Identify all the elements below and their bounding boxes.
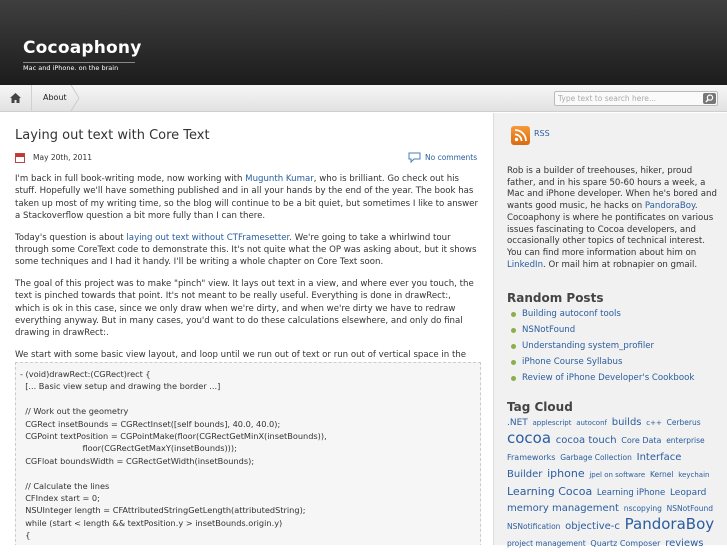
nav-separator-icon — [70, 85, 80, 111]
sidebar — [493, 113, 727, 549]
tag-link[interactable]: Learning iPhone — [596, 487, 666, 498]
code-line: // Work out the geometry — [20, 406, 129, 417]
random-post-item — [507, 354, 719, 370]
calendar-icon — [15, 153, 25, 163]
post-paragraph: The goal of this project was to make "pinch" view. It lays out text in a view, and where ever you touch, the text is pinched towards that point. It's not meant to be really useful. Everything is done in drawRect:, which is ok in this case, since we only draw when we're dirty, and when we're dirty we have to redraw everything anyway. But in many cases, you'd want to do these calculations elsewhere, and only do final drawing in drawRect:. — [15, 278, 474, 339]
random-post-link[interactable]: NSNotFound — [522, 325, 576, 335]
post-paragraph: We start with some basic view layout, and loop until we run out of text or run out of vertical space in the — [15, 349, 467, 360]
tag-link[interactable]: Cerberus — [666, 418, 701, 427]
tag-link[interactable]: NSNotFound — [666, 504, 714, 514]
search-box — [554, 91, 718, 106]
random-posts-list — [507, 306, 719, 386]
comment-icon — [408, 152, 421, 163]
search-icon — [705, 94, 714, 103]
tag-link[interactable]: Garbage Collection — [560, 452, 632, 462]
nav-item-about[interactable]: About — [43, 93, 67, 102]
tag-link[interactable]: autoconf — [576, 419, 607, 427]
tag-link[interactable]: iphone — [547, 467, 585, 481]
tag-link[interactable]: Kernel — [649, 470, 674, 480]
ctframesetter-link[interactable]: laying out text without CTFramesetter — [126, 232, 290, 243]
post-meta — [15, 152, 478, 166]
post-title[interactable]: Laying out text with Core Text — [15, 128, 210, 143]
tag-link[interactable]: cocoa — [507, 429, 552, 448]
code-line: while (start < length && textPosition.y > insetBounds.origin.y) — [20, 517, 283, 528]
search-button[interactable] — [703, 93, 716, 104]
code-line: - (void)drawRect:(CGRect)rect { — [20, 369, 151, 379]
tag-link[interactable]: Core Data — [621, 436, 662, 446]
comments-link[interactable]: No comments — [425, 153, 478, 162]
code-line: floor(CGRectGetMaxY(insetBounds))); — [20, 443, 237, 454]
code-line: { — [20, 530, 31, 541]
random-post-item — [507, 338, 719, 354]
code-line: [... Basic view setup and drawing the border ...] — [20, 381, 221, 392]
tag-link[interactable]: Quartz Composer — [590, 538, 661, 548]
site-title[interactable]: Cocoaphony — [23, 38, 142, 58]
navbar — [0, 85, 727, 112]
random-posts-title: Random Posts — [507, 291, 604, 305]
code-block — [15, 362, 481, 545]
tag-link[interactable]: builds — [611, 417, 642, 428]
tag-cloud — [507, 415, 719, 552]
post-paragraph: I'm back in full book-writing mode, now working with Mugunth Kumar, who is brilliant. Go check out his stuff. Hopefully we'll have something published and in all your hands by the end of the year. The book has taken up most of my writing time, so the blog will continue to be a bit quiet, but sometimes I like to answer a Stackoverflow question a bit more fully than I can there. — [15, 174, 478, 222]
search-input[interactable] — [555, 92, 695, 105]
code-line: CFIndex start = 0; — [20, 493, 100, 504]
author-bio: Rob is a builder of treehouses, hiker, proud father, and in his spare 50-60 hours a week, a Mac and iPhone developer. When he's bored and wants good music, he hacks on PandoraBoy. Cocoaphony is where he pontificates on various issues fascinating to Cocoa developers, and occasionally other topics of technical interest. You can find more information about him on LinkedIn. Or mail him at robnapier on gmail. — [507, 166, 717, 270]
tag-link[interactable]: enterprise — [666, 436, 705, 446]
main-content — [0, 113, 493, 545]
tag-link[interactable]: Interface Builder — [507, 451, 682, 481]
code-line: CGFloat boundsWidth = CGRectGetWidth(insetBounds); — [20, 455, 255, 466]
code-line: // Calculate the lines — [20, 480, 110, 491]
tag-link[interactable]: PandoraBoy — [624, 515, 715, 534]
site-tagline: Mac and iPhone. on the brain — [23, 62, 135, 72]
home-button[interactable] — [0, 85, 32, 111]
post-paragraph: Today's question is about laying out text without CTFramesetter. We're going to take a whirlwind tour through some CoreText code to demonstrate this. It's not quite what the OP was asking about, but it shows some techniques and I had it handy. I'll be writing a whole chapter on Core Text soon. — [15, 232, 477, 268]
tag-link[interactable]: jpel on software — [589, 471, 646, 480]
tag-cloud-title: Tag Cloud — [507, 400, 573, 414]
post-body — [15, 173, 478, 383]
tag-link[interactable]: cocoa touch — [555, 435, 617, 447]
code-line — [20, 393, 476, 405]
tag-link[interactable]: reviews — [665, 537, 704, 549]
rss-icon[interactable] — [511, 126, 530, 145]
mugunth-kumar-link[interactable]: Mugunth Kumar — [245, 174, 314, 184]
linkedin-link[interactable]: LinkedIn — [507, 259, 544, 270]
tag-link[interactable]: NSNotification — [507, 522, 561, 532]
random-post-link[interactable]: Understanding system_profiler — [522, 341, 655, 351]
tag-link[interactable]: Frameworks — [507, 452, 556, 462]
tag-link[interactable]: nscopying — [623, 504, 662, 514]
tag-link[interactable]: project management — [507, 538, 586, 548]
tag-link[interactable]: memory management — [507, 503, 619, 515]
tag-link[interactable]: Learning Cocoa — [507, 484, 593, 498]
code-line — [20, 467, 476, 479]
site-header — [0, 0, 727, 85]
random-post-link[interactable]: Review of iPhone Developer's Cookbook — [522, 373, 695, 383]
post-date: May 20th, 2011 — [33, 153, 92, 162]
tag-link[interactable]: objective-c — [565, 521, 620, 533]
home-icon — [10, 93, 21, 103]
random-post-link[interactable]: Building autoconf tools — [522, 309, 621, 319]
code-line: CGPoint textPosition = CGPointMake(floor(CGRectGetMinX(insetBounds)), — [20, 431, 327, 442]
random-post-link[interactable]: iPhone Course Syllabus — [522, 357, 623, 367]
random-post-item — [507, 370, 719, 386]
tag-link[interactable]: Leopard — [669, 487, 707, 498]
tag-link[interactable]: applescript — [532, 419, 572, 427]
rss-link[interactable]: RSS — [534, 129, 550, 138]
tag-link[interactable]: keychain — [678, 471, 710, 480]
random-post-item — [507, 306, 719, 322]
code-line: CGRect insetBounds = CGRectInset([self bounds], 40.0, 40.0); — [20, 418, 281, 429]
random-post-item — [507, 322, 719, 338]
code-line: NSUInteger length = CFAttributedStringGetLength(attributedString); — [20, 505, 306, 516]
tag-link[interactable]: .NET — [507, 418, 528, 428]
tag-link[interactable]: c++ — [646, 419, 662, 427]
pandoraboy-link[interactable]: PandoraBoy — [644, 201, 695, 212]
